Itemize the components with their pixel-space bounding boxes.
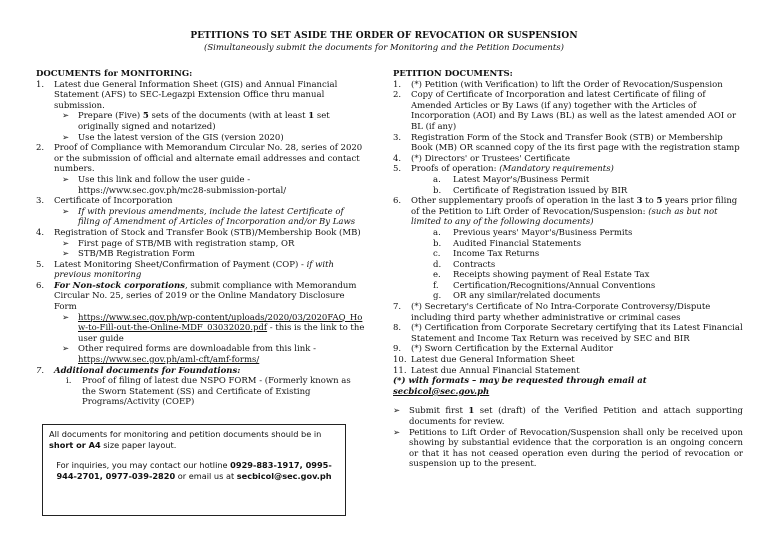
- sub-item-text: Other required forms are downloadable from this link -: [78, 344, 316, 355]
- arrow-bullet-icon: ➢: [62, 206, 70, 217]
- list-item: [393, 154, 743, 165]
- item-text: to: [642, 196, 657, 207]
- item-text: (*) Petition (with Verification) to lift the Order of Revocation/Suspension: [411, 79, 723, 90]
- sub-item: [62, 239, 366, 250]
- letter-marker: a.: [433, 174, 441, 185]
- list-item: [393, 355, 743, 366]
- note-text: (*) with formats – may be requested through email at: [393, 376, 647, 387]
- note-bold: short or A4: [49, 440, 101, 450]
- item-text: Latest due General Information Sheet: [411, 355, 575, 366]
- letter-marker: f.: [433, 280, 439, 291]
- item-number: 2.: [393, 90, 402, 101]
- sub-item: [433, 239, 743, 250]
- sub-item-text: Latest Mayor's/Business Permit: [453, 174, 590, 185]
- item-text: Copy of Certificate of Incorporation and latest Certificate of filing of Amended Articles or By Laws (if any) together with the Articles of Incorporation (AOI) and By Laws (BL) as well as the latest amended AOI or BL (if any): [411, 90, 737, 132]
- arrow-bullet-icon: ➢: [62, 238, 70, 249]
- arrow-bullet-icon: ➢: [62, 132, 70, 143]
- item-number: 1.: [36, 79, 45, 90]
- instruction-bold: 1: [468, 406, 475, 417]
- item-text: (*) Sworn Certification by the External Auditor: [411, 344, 614, 355]
- sub-item: [66, 376, 366, 408]
- item-text: Proof of Compliance with Memorandum Circular No. 28, series of 2020 or the submission of official and alternate email addresses and contact numbers.: [54, 143, 363, 175]
- item-number: 10.: [393, 355, 407, 366]
- roman-number: i.: [66, 376, 72, 387]
- sub-item-bold: 5: [142, 111, 149, 122]
- sub-item-text: set originally signed and notarized): [78, 111, 330, 132]
- list-item: [393, 80, 743, 91]
- sub-item: [433, 260, 743, 271]
- note-text: For inquiries, you may contact our hotline: [56, 460, 231, 470]
- item-number: 9.: [393, 344, 402, 355]
- item-number: 7.: [393, 302, 402, 313]
- item-text: Registration Form of the Stock and Transfer Book (STB) or Membership Book (MB) OR scanned copy of the its first page with the registration stamp: [411, 132, 740, 154]
- petition-heading: PETITION DOCUMENTS:: [393, 69, 513, 79]
- item-text: Latest Monitoring Sheet/Confirmation of Payment (COP) -: [54, 259, 307, 270]
- item-text: (*) Directors' or Trustees' Certificate: [411, 153, 570, 164]
- item-text: Registration of Stock and Transfer Book (STB)/Membership Book (MB): [54, 227, 361, 238]
- item-number: 1.: [393, 79, 402, 90]
- arrow-bullet-icon: ➢: [62, 312, 70, 323]
- item-text: Latest due Annual Financial Statement: [411, 365, 580, 376]
- item-number: 2.: [36, 143, 45, 154]
- instruction-text: Petitions to Lift Order of Revocation/Suspension shall only be received upon showing by substantial evidence that the corporation is an ongoing concern or that it has not ceased operation even during the period of revocation or suspension up to the present.: [409, 427, 743, 470]
- instruction-text: Submit first: [409, 406, 469, 417]
- sub-item-text: sets of the documents (with at least: [148, 111, 309, 122]
- contact-email[interactable]: secbicol@sec.gov.ph: [236, 471, 332, 481]
- list-item: [393, 366, 743, 377]
- item-text: years prior filing of the Petition to Lift Order of Revocation/Suspension:: [411, 196, 738, 217]
- list-item: [393, 302, 743, 323]
- arrow-bullet-icon: ➢: [62, 111, 70, 122]
- sub-item: [62, 175, 366, 196]
- item-number: 5.: [393, 164, 402, 175]
- monitoring-heading: DOCUMENTS for MONITORING:: [36, 69, 193, 79]
- item-number: 6.: [393, 196, 402, 207]
- page-subtitle: (Simultaneously submit the documents for Monitoring and the Petition Documents): [204, 43, 564, 53]
- item-text-italic: if with previous monitoring: [54, 259, 335, 281]
- sub-item-bold: 1: [308, 111, 315, 122]
- sub-item: [62, 344, 366, 365]
- monitoring-section: [36, 69, 366, 408]
- note-text: or email us at: [175, 471, 237, 481]
- item-bold: 3: [636, 196, 643, 207]
- arrow-bullet-icon: ➢: [62, 174, 70, 185]
- sub-item-text: - this is the link to the user guide: [78, 323, 365, 344]
- guide-link[interactable]: https://www.sec.gov.ph/wp-content/uploads/2020/03/2020FAQ_How-to-Fill-out-the-Online-MDF_03032020.pdf: [78, 312, 363, 334]
- item-number: 11.: [393, 365, 407, 376]
- sub-item-text: If with previous amendments, include the latest Certificate of filing of Amendment of Articles of Incorporation and/or By Laws: [78, 206, 356, 228]
- sub-item-text: First page of STB/MB with registration stamp, OR: [78, 238, 295, 249]
- request-email[interactable]: secbicol@sec.gov.ph: [393, 386, 490, 397]
- letter-marker: d.: [433, 259, 442, 270]
- item-text-italic: (Mandatory requirements): [499, 164, 614, 175]
- sub-item-text: Audited Financial Statements: [453, 238, 582, 249]
- letter-marker: a.: [433, 227, 441, 238]
- sub-item: [62, 207, 366, 228]
- page-title: PETITIONS TO SET ASIDE THE ORDER OF REVOCATION OR SUSPENSION: [190, 31, 578, 41]
- instruction-text: set (draft) of the Verified Petition and attach supporting documents for review.: [409, 406, 743, 427]
- forms-link[interactable]: https://www.sec.gov.ph/aml-cft/amf-forms/: [78, 355, 260, 366]
- list-item: [36, 228, 366, 239]
- sub-item-text: Income Tax Returns: [453, 249, 540, 260]
- arrow-bullet-icon: ➢: [393, 427, 401, 438]
- item-number: 5.: [36, 259, 45, 270]
- list-item: [393, 133, 743, 154]
- sub-item: [62, 249, 366, 260]
- arrow-bullet-icon: ➢: [62, 344, 70, 355]
- sub-item: [433, 228, 743, 239]
- item-text-bold: For Non-stock corporations: [54, 280, 185, 291]
- sub-item: [433, 186, 743, 197]
- list-item: [36, 143, 366, 175]
- letter-marker: c.: [433, 249, 441, 260]
- list-item: [393, 323, 743, 344]
- instruction-item: [393, 428, 743, 470]
- petition-section: [393, 69, 743, 470]
- letter-marker: g.: [433, 291, 442, 302]
- sub-item: [62, 111, 366, 132]
- item-text: Latest due General Information Sheet (GIS) and Annual Financial Statement (AFS) to SEC-Legazpi Extension Office thru manual submission.: [54, 79, 338, 111]
- list-item: [36, 281, 366, 313]
- item-text: (*) Secretary's Certificate of No Intra-Corporate Controversy/Dispute including third party whether administrative or criminal cases: [411, 302, 711, 323]
- paper-size-note-box: [42, 424, 346, 516]
- item-text: , submit compliance with Memorandum Circular No. 25, series of 2019 or the Online Mandatory Disclosure Form: [54, 280, 357, 313]
- item-text: Certificate of Incorporation: [54, 196, 173, 207]
- hotline-numbers: 0929-883-1917, 0995-944-2701, 0977-039-2820: [56, 460, 332, 481]
- list-item: [36, 260, 366, 281]
- sub-item-text: Contracts: [453, 259, 496, 270]
- sub-item-text: Proof of filing of latest due NSPO FORM - (Formerly known as the Sworn Statement (SS) and Certificate of Existing Programs/Activity (COEP): [82, 376, 351, 408]
- item-number: 3.: [36, 196, 45, 207]
- item-number: 6.: [36, 280, 45, 291]
- item-text-bold: Additional documents for Foundations:: [54, 365, 241, 376]
- list-item: [36, 366, 366, 377]
- arrow-bullet-icon: ➢: [62, 249, 70, 260]
- note-text: All documents for monitoring and petition documents should be in: [49, 429, 322, 439]
- sub-item: [62, 313, 366, 345]
- sub-item-text: Use the latest version of the GIS (version 2020): [78, 132, 284, 143]
- item-number: 4.: [36, 227, 45, 238]
- list-item: [36, 80, 366, 112]
- sub-item: [433, 175, 743, 186]
- item-number: 4.: [393, 153, 402, 164]
- note-text: size paper layout.: [100, 440, 177, 450]
- list-item: [393, 90, 743, 132]
- arrow-bullet-icon: ➢: [393, 406, 401, 417]
- letter-marker: b.: [433, 185, 442, 196]
- list-item: [393, 164, 743, 175]
- letter-marker: b.: [433, 238, 442, 249]
- sub-item-link[interactable]: Use this link and follow the user guide - https://www.sec.gov.ph/mc28-submission-portal/: [78, 174, 287, 196]
- list-item: [36, 196, 366, 207]
- item-text-italic: (such as but not limited to any of the following documents): [411, 206, 718, 228]
- paper-size-note: [49, 429, 339, 451]
- sub-item-text: Prepare (Five): [78, 111, 143, 122]
- item-bold: 5: [656, 196, 663, 207]
- sub-item-text: Receipts showing payment of Real Estate Tax: [453, 270, 650, 281]
- contact-note: [49, 460, 339, 482]
- letter-marker: e.: [433, 270, 441, 281]
- item-number: 7.: [36, 365, 45, 376]
- sub-item: [62, 133, 366, 144]
- sub-item: [433, 270, 743, 281]
- sub-item-text: OR any similar/related documents: [453, 291, 601, 302]
- sub-item: [433, 249, 743, 260]
- item-text: Proofs of operation:: [411, 164, 500, 175]
- sub-item-text: Previous years' Mayor's/Business Permits: [453, 227, 633, 238]
- list-item: [393, 344, 743, 355]
- instruction-item: [393, 406, 743, 427]
- item-number: 3.: [393, 132, 402, 143]
- item-number: 8.: [393, 323, 402, 334]
- sub-item-text: STB/MB Registration Form: [78, 249, 195, 260]
- item-text: Other supplementary proofs of operation in the last: [411, 196, 637, 207]
- list-item: [393, 196, 743, 228]
- sub-item-text: Certification/Recognitions/Annual Conventions: [453, 280, 656, 291]
- sub-item: [433, 291, 743, 302]
- formats-note: [393, 376, 743, 397]
- item-text: (*) Certification from Corporate Secretary certifying that its Latest Financial Statement and Income Tax Return was received by SEC and BIR: [411, 323, 743, 344]
- sub-item: [433, 281, 743, 292]
- sub-item-text: Certificate of Registration issued by BIR: [453, 185, 628, 196]
